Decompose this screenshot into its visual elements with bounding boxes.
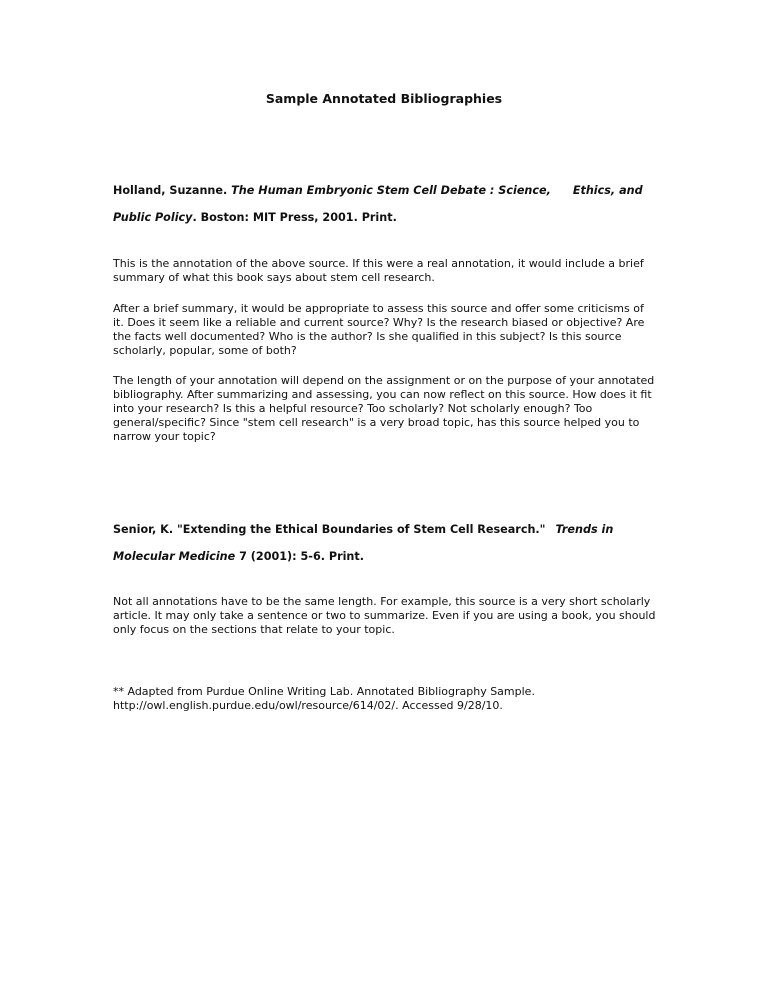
citation-1-author: Holland, Suzanne. — [113, 184, 228, 197]
annotation-1-paragraph-2: After a brief summary, it would be appropriate to assess this source and offer some criticisms of it. Does it seem like a reliable and current source? Why? Is the research biased or objective? Are the facts well documented? Who is the author? Is she qualified in this subject? Is this source scholarly, popular, some of both? — [113, 302, 645, 357]
citation-2-line-1 — [113, 523, 613, 536]
page-title: Sample Annotated Bibliographies — [265, 91, 503, 106]
citation-1-line-1 — [113, 184, 643, 197]
citation-1-line-2 — [113, 211, 397, 224]
citation-2-author-title: Senior, K. "Extending the Ethical Boundaries of Stem Cell Research." — [113, 523, 546, 536]
citation-2-line-2 — [113, 550, 364, 563]
citation-2-journal-part2: Molecular Medicine — [113, 550, 236, 563]
citation-1-title-part1: The Human Embryonic Stem Cell Debate : Science, — [231, 184, 551, 197]
citation-1-publisher: . Boston: MIT Press, 2001. Print. — [192, 211, 397, 224]
citation-2-details: 7 (2001): 5-6. Print. — [235, 550, 364, 563]
annotation-1-paragraph-1: This is the annotation of the above source. If this were a real annotation, it would include a brief summary of what this book says about stem cell research. — [113, 257, 644, 284]
annotation-1-paragraph-3: The length of your annotation will depend on the assignment or on the purpose of your annotated bibliography. After summarizing and assessing, you can now reflect on this source. How does it fit into your research? Is this a helpful resource? Too scholarly? Not scholarly enough? Too general/specific? Since "stem cell research" is a very broad topic, has this source helped you to narrow your topic? — [113, 374, 655, 443]
citation-1-title-part2: Ethics, and — [572, 184, 643, 197]
annotation-2-paragraph-1: Not all annotations have to be the same length. For example, this source is a very short scholarly article. It may only take a sentence or two to summarize. Even if you are using a book, you should only focus on the sections that relate to your topic. — [113, 595, 656, 636]
footnote-line-1: ** Adapted from Purdue Online Writing Lab. Annotated Bibliography Sample. — [113, 685, 535, 698]
footnote — [113, 685, 658, 713]
citation-1-title-part3: Public Policy — [113, 211, 193, 224]
footnote-line-2: http://owl.english.purdue.edu/owl/resource/614/02/. Accessed 9/28/10. — [113, 699, 503, 712]
citation-2-journal-part1: Trends in — [555, 523, 614, 536]
